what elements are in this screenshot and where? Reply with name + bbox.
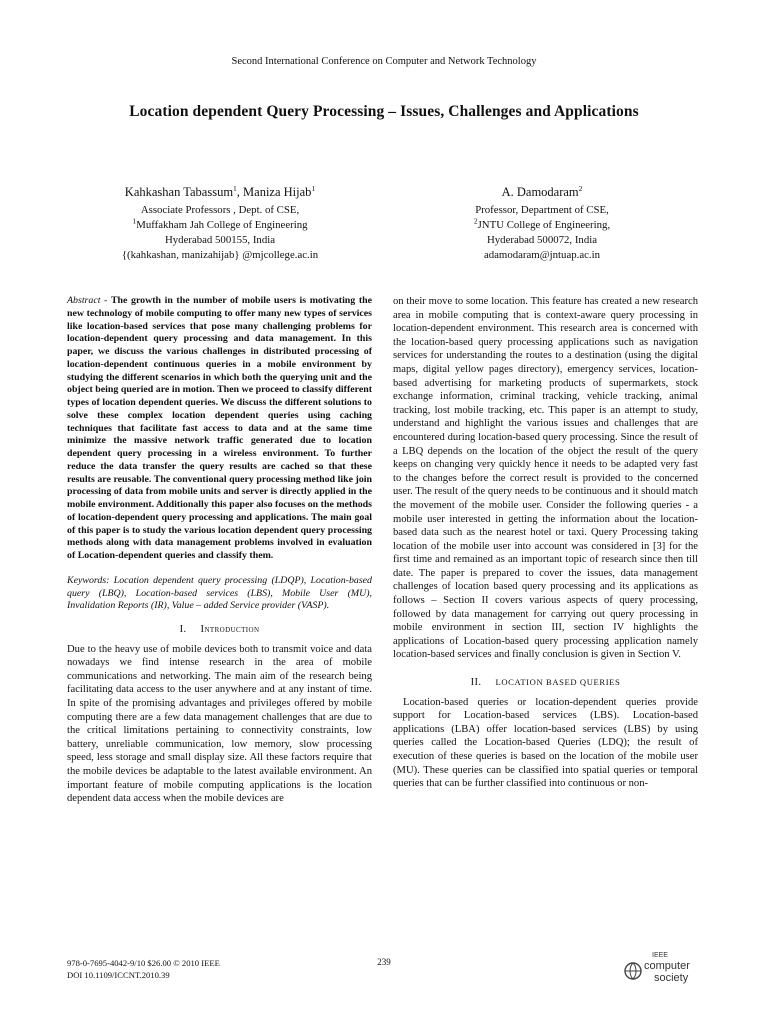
affiliation-marker: 1	[311, 183, 316, 193]
section-number: I.	[179, 624, 187, 635]
affiliation-marker: 2	[473, 216, 478, 226]
abstract-text: The growth in the number of mobile users is motivating the new technology of mobile computing to offer many new types of services like location-based services that pose many challenging problems for location-dependent query processing and data management. In this paper, we discuss the various challenges in distributed processing of location-dependent continuous queries in a mobile environment by studying the different scenarios in which both the querying unit and the object being queried are in motion. Then we proceed to classify different types of location dependent queries. We discuss the different solutions to solve these complex location dependent queries using caching techniques that facilitate fast access to data and at the same time minimize the massive network traffic generated due to location dependent query processing in a wireless environment. To further reduce the data transfer the query results are cached so that these results are reusable. The conventional query processing method like join processing of data from mobile units and server is directly applied in the mobile environment. Additionally this paper also focuses on the methods of location-dependent query processing and applications. The main goal of this paper is to study the various location dependent query processing methods along with data management problems involved in evaluation of Location-dependent queries and classify them.	[67, 295, 372, 561]
institution-name: Muffakham Jah College of Engineering	[136, 219, 308, 231]
left-column	[67, 295, 372, 806]
author-names-right	[392, 184, 692, 200]
society-globe-icon	[622, 960, 644, 982]
location-queries-paragraph: Location-based queries or location-dependent queries provide support for Location-based services (LBS). Location-based applications (LBA) offer location-based services (LBS) by using queries called the Location-based Queries (LDQ); the result of execution of these queries is based on the location of the mobile user (MU). These queries can be classified into spatial queries or temporal queries that can be further classified into continuous or non-	[393, 696, 698, 790]
keywords: Keywords: Location dependent query processing (LDQP), Location-based query (LBQ), Location-based services (LBS), Mobile User (MU), Invalidation Reports (IR), Value – added Service provider (VASP).	[67, 574, 372, 612]
author-institution	[392, 218, 692, 233]
author-block-left	[70, 184, 370, 263]
affiliation-marker: 2	[578, 183, 583, 193]
author-address: Hyderabad 500155, India	[164, 234, 276, 246]
section-title: LOCATION BASED QUERIES	[495, 677, 621, 688]
author-block-right	[392, 184, 692, 263]
section-heading-location-based-queries	[393, 676, 698, 690]
author-email: {(kahkashan, manizahijab} @mjcollege.ac.in	[121, 249, 319, 261]
footer-isbn: 978-0-7695-4042-9/10 $26.00 © 2010 IEEE	[67, 958, 220, 968]
logo-society-text: society	[654, 972, 689, 984]
abstract	[67, 295, 372, 563]
section-number: II.	[470, 677, 482, 689]
abstract-label: Abstract	[67, 295, 101, 306]
computer-society-logo	[620, 950, 700, 986]
author-name: Maniza Hijab	[243, 185, 312, 199]
right-column	[393, 295, 698, 791]
introduction-continued-paragraph: on their move to some location. This feature has created a new research area in mobile computing that is context-aware query processing in location-dependent environment. This research area is concerned with the location-based query processing applications such as navigation services for understanding the routes to a destination (using the digital maps, digital yellow pages directory), emergency services, location-based advertising for marketing products of supermarkets, stock exchange information, criminal tracking, vehicle tracking, animal tracking, lost mobile tracking, etc. This paper is an attempt to study, understand and highlight the various issues and challenges that are encountered during location-based query processing. Since the result of a LBQ depends on the location of the object the result of the query keeps on changing very quickly hence it needs to be adapted very fast to the changes before the correct result is provided to the concerned user. The result of the query needs to be continuous and it should match the movement of the mobile user. Consider the following queries - a mobile user interested in getting the information about the location-based data such as the nearest hotel or taxi. Query Processing taking location of the mobile user into account was considered in [3] for the first time and remained as an important topic of research since then till date. The paper is prepared to cover the issues, data management challenges of location based query processing and its applications as follows – Section II covers various aspects of query processing, followed by data management for carrying out query processing in mobile environment in section III, section IV highlights the applications of Location-based query processing application namely location-based services and finally conclusion is given in Section V.	[393, 296, 698, 661]
logo-ieee-text: IEEE	[652, 952, 668, 959]
author-names-left	[70, 184, 370, 200]
conference-header: Second International Conference on Computer and Network Technology	[231, 56, 537, 67]
author-position: Professor, Department of CSE,	[475, 204, 609, 216]
institution-name: JNTU College of Engineering,	[477, 219, 611, 231]
author-address: Hyderabad 500072, India	[486, 234, 598, 246]
author-separator: ,	[236, 185, 244, 199]
affiliation-marker: 1	[233, 183, 237, 193]
author-position: Associate Professors , Dept. of CSE,	[140, 204, 300, 216]
page-number: 239	[377, 957, 391, 967]
logo-computer-text: computer	[644, 960, 690, 972]
author-institution	[70, 218, 370, 233]
author-email: adamodaram@jntuap.ac.in	[483, 249, 601, 261]
section-title: Introduction	[200, 624, 260, 635]
section-heading-introduction	[67, 623, 372, 637]
author-name: Kahkashan Tabassum	[124, 185, 234, 199]
introduction-paragraph: Due to the heavy use of mobile devices both to transmit voice and data nowadays we find intense research in the area of mobile communications and networking. The main aim of the research being facilitating data access to the user anywhere and at any instant of time. In spite of the promising advantages and privileges offered by mobile computing there are a few data management challenges that are due to the critical limitations pertaining to connectivity constraints, low battery, unreliable communication, low memory, slow processing speed, less storage and small display size. All these factors require that the mobile devices be adaptable to the latest available environment. An important feature of mobile computing applications is the location dependent data access when the mobile devices are	[67, 643, 372, 805]
affiliation-marker: 1	[132, 216, 137, 226]
author-name: A. Damodaram	[501, 185, 579, 199]
paper-title: Location dependent Query Processing – Issues, Challenges and Applications	[129, 103, 639, 120]
footer-doi: DOI 10.1109/ICCNT.2010.39	[67, 970, 170, 980]
abstract-dash: -	[100, 295, 111, 306]
